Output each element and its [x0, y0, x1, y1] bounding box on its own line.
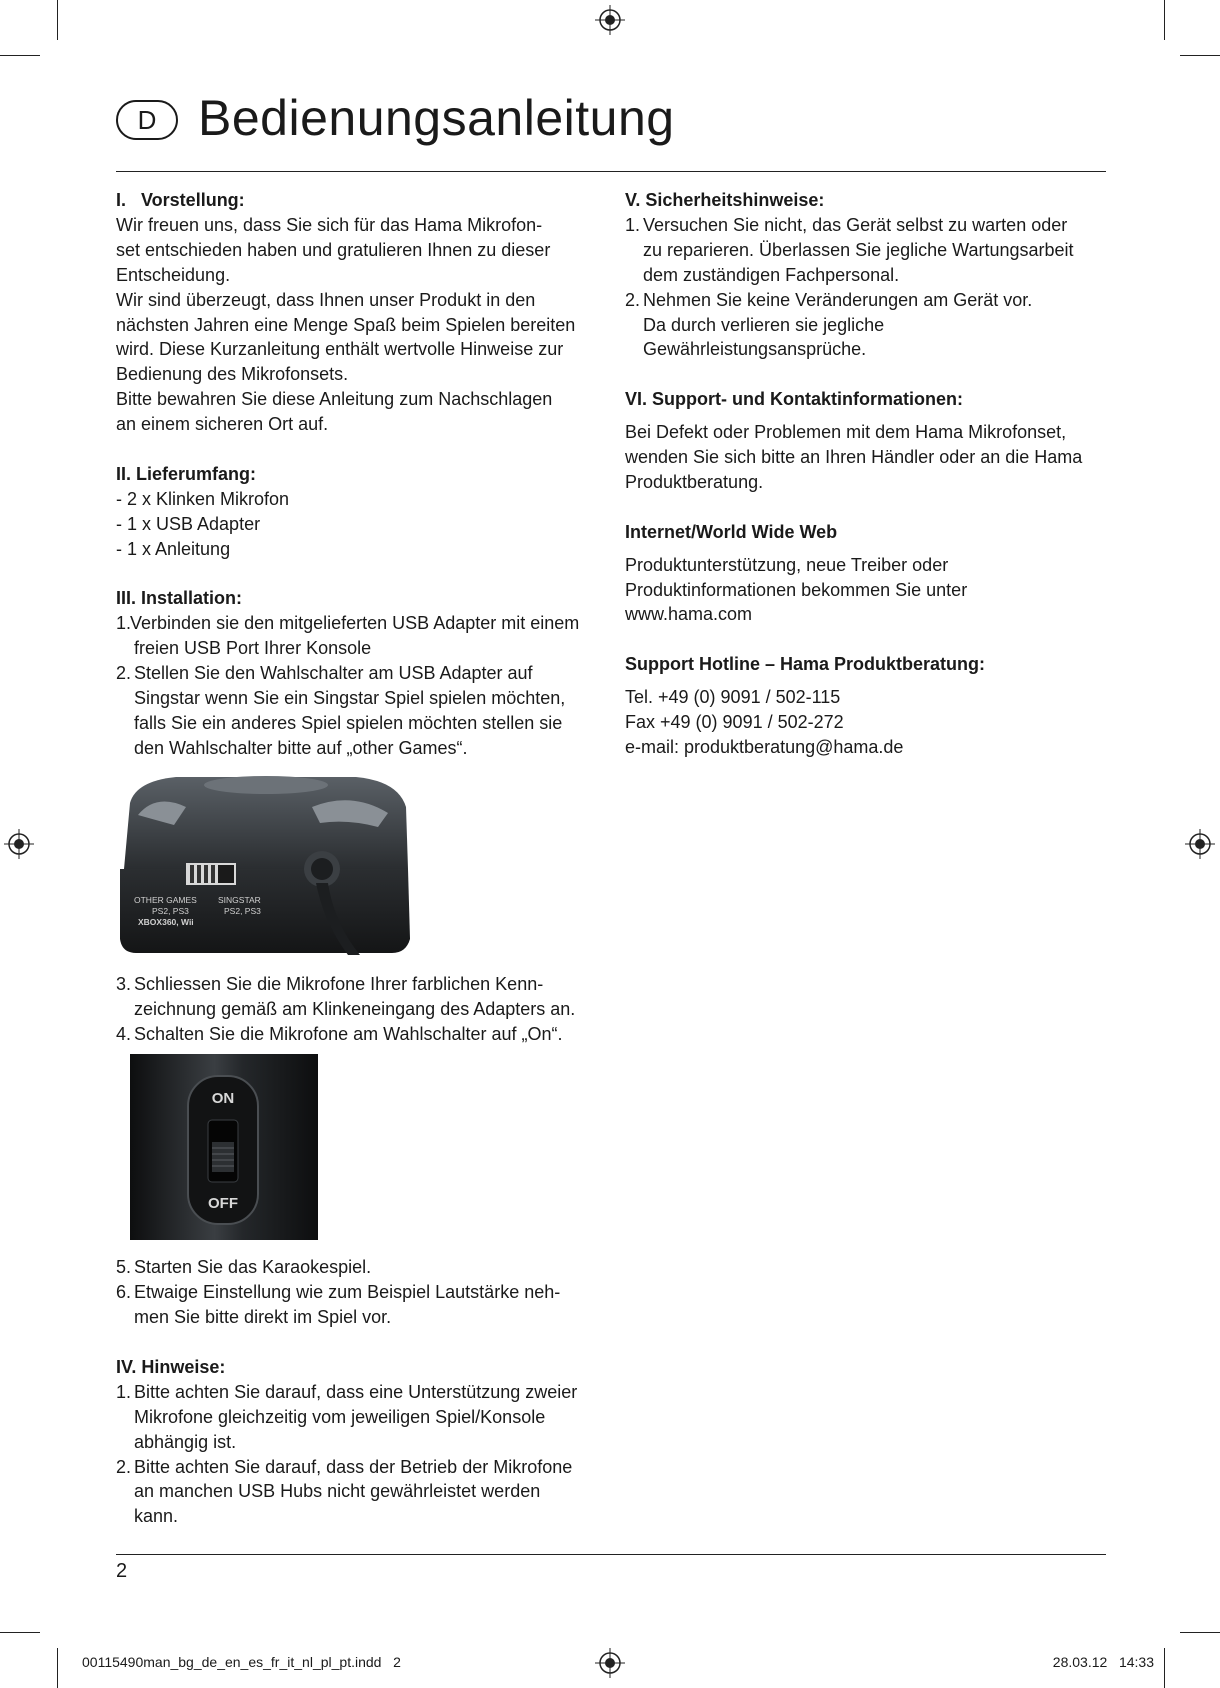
list-number: 2. [625, 289, 641, 310]
section-title-lieferumfang: II. Lieferumfang: [116, 463, 257, 484]
email-link[interactable]: e-mail: produktberatung@hama.de [625, 736, 904, 757]
paragraph-line: wird. Diese Kurzanleitung enthält wertvolle Hinweise zur [116, 339, 564, 360]
right-column [625, 188, 1110, 760]
print-slug-date: 28.03.12 14:33 [1052, 1654, 1154, 1670]
section-title-hotline: Support Hotline – Hama Produktberatung: [625, 654, 986, 675]
paragraph-line: Entscheidung. [116, 264, 231, 285]
paragraph-line: Bedienung des Mikrofonsets. [116, 364, 349, 385]
section-title-sicherheitshinweise: V. Sicherheitshinweise: [625, 190, 825, 210]
list-line: dem zuständigen Fachpersonal. [643, 264, 900, 285]
list-line: zeichnung gemäß am Klinkeneingang des Adapters an. [134, 998, 576, 1019]
paragraph-line: Wir freuen uns, dass Sie sich für das Hama Mikrofon- [116, 214, 543, 235]
mic-label-on: ON [211, 1090, 235, 1108]
adapter-label-other-sub1: PS2, PS3 [152, 905, 189, 916]
list-line: Gewährleistungsansprüche. [643, 339, 867, 360]
paragraph-line: an einem sicheren Ort auf. [116, 414, 329, 435]
registration-mark-icon [595, 1648, 625, 1678]
list-line: Verbinden sie den mitgelieferten USB Adapter mit einem [130, 613, 580, 634]
mic-label-off: OFF [208, 1195, 238, 1213]
adapter-label-singstar-sub: PS2, PS3 [224, 905, 261, 916]
crop-mark [1180, 1632, 1220, 1633]
list-item [116, 1255, 601, 1280]
list-number: 6. [116, 1282, 132, 1303]
paragraph-line: Produktunterstützung, neue Treiber oder [625, 554, 949, 575]
list-line: abhängig ist. [134, 1431, 237, 1452]
crop-mark [57, 1648, 58, 1688]
list-item [116, 1280, 601, 1330]
list-item [116, 1455, 601, 1530]
crop-mark [1164, 1648, 1165, 1688]
paragraph-line: Bitte bewahren Sie diese Anleitung zum Nachschlagen [116, 389, 553, 410]
list-number: 1. [116, 613, 132, 634]
header-rule [116, 171, 1106, 172]
list-line: Stellen Sie den Wahlschalter am USB Adapter auf [134, 663, 533, 684]
footer-rule [116, 1554, 1106, 1555]
list-line: Bitte achten Sie darauf, dass eine Unterstützung zweier [134, 1381, 578, 1402]
list-line: kann. [134, 1506, 179, 1527]
paragraph-line: Wir sind überzeugt, dass Ihnen unser Produkt in den [116, 289, 536, 310]
fax-number: Fax +49 (0) 9091 / 502-272 [625, 712, 844, 733]
page-header [116, 86, 1106, 176]
section-title-internet: Internet/World Wide Web [625, 521, 838, 542]
list-number: 1. [116, 1381, 132, 1402]
paragraph-line: Produktberatung. [625, 471, 764, 492]
list-item [116, 1380, 601, 1455]
paragraph-line: Bei Defekt oder Problemen mit dem Hama Mikrofonset, [625, 422, 1067, 443]
page-title: Bedienungsanleitung [198, 90, 675, 146]
list-line: Schliessen Sie die Mikrofone Ihrer farblichen Kenn- [134, 973, 544, 994]
list-number: 4. [116, 1023, 132, 1044]
print-slug-filename: 00115490man_bg_de_en_es_fr_it_nl_pl_pt.indd 2 [82, 1654, 401, 1670]
crop-mark [1180, 55, 1220, 56]
registration-mark-icon [595, 5, 625, 35]
list-number: 1. [625, 214, 641, 235]
usb-adapter-photo [116, 773, 412, 955]
registration-mark-icon [1185, 829, 1215, 859]
list-line: Mikrofone gleichzeitig vom jeweiligen Spiel/Konsole [134, 1406, 546, 1427]
paragraph-line: Produktinformationen bekommen Sie unter [625, 579, 968, 600]
list-item: - 1 x USB Adapter [116, 513, 261, 534]
list-line: men Sie bitte direkt im Spiel vor. [134, 1307, 392, 1328]
list-line: Etwaige Einstellung wie zum Beispiel Lautstärke neh- [134, 1282, 561, 1303]
list-item: - 2 x Klinken Mikrofon [116, 488, 290, 509]
list-line: an manchen USB Hubs nicht gewährleistet werden [134, 1481, 541, 1502]
microphone-switch-photo [130, 1054, 318, 1240]
list-line: freien USB Port Ihrer Konsole [134, 638, 372, 659]
list-item [625, 213, 1110, 288]
crop-mark [0, 55, 40, 56]
list-number: 2. [116, 663, 132, 684]
list-line: Starten Sie das Karaokespiel. [134, 1257, 372, 1278]
crop-mark [1164, 0, 1165, 40]
page-number: 2 [116, 1560, 128, 1582]
list-line: Da durch verlieren sie jegliche [643, 314, 885, 335]
left-column [116, 188, 601, 1529]
list-item [625, 288, 1110, 363]
list-line: Schalten Sie die Mikrofone am Wahlschalter auf „On“. [134, 1023, 563, 1044]
section-title-vorstellung: I. Vorstellung: [116, 190, 245, 210]
list-line: Versuchen Sie nicht, das Gerät selbst zu warten oder [643, 214, 1068, 235]
list-line: Bitte achten Sie darauf, dass der Betrieb der Mikrofone [134, 1456, 573, 1477]
list-number: 5. [116, 1257, 132, 1278]
paragraph-line: wenden Sie sich bitte an Ihren Händler oder an die Hama [625, 447, 1083, 468]
list-item: - 1 x Anleitung [116, 538, 231, 559]
adapter-label-singstar: SINGSTAR [218, 894, 261, 905]
list-number: 3. [116, 973, 132, 994]
list-item [116, 972, 601, 1022]
list-item [116, 611, 601, 661]
list-line: Singstar wenn Sie ein Singstar Spiel spielen möchten, [134, 688, 566, 709]
phone-number: Tel. +49 (0) 9091 / 502-115 [625, 687, 841, 708]
section-title-hinweise: IV. Hinweise: [116, 1356, 226, 1377]
list-line: zu reparieren. Überlassen Sie jegliche Wartungsarbeit [643, 239, 1074, 260]
section-title-installation: III. Installation: [116, 588, 243, 609]
crop-mark [0, 1632, 40, 1633]
registration-mark-icon [4, 829, 34, 859]
adapter-label-other-sub2: XBOX360, Wii [138, 916, 194, 927]
crop-mark [57, 0, 58, 40]
list-line: den Wahlschalter bitte auf „other Games“. [134, 737, 468, 758]
list-line: Nehmen Sie keine Veränderungen am Gerät vor. [643, 289, 1033, 310]
website-link[interactable]: www.hama.com [625, 604, 753, 625]
paragraph-line: nächsten Jahren eine Menge Spaß beim Spielen bereiten [116, 314, 576, 335]
list-number: 2. [116, 1456, 132, 1477]
adapter-label-other: OTHER GAMES [134, 894, 197, 905]
section-title-support: VI. Support- und Kontaktinformationen: [625, 389, 963, 410]
list-item [116, 661, 601, 761]
paragraph-line: set entschieden haben und gratulieren Ihnen zu dieser [116, 239, 551, 260]
list-item [116, 1022, 601, 1047]
list-line: falls Sie ein anderes Spiel spielen möchten stellen sie [134, 713, 563, 733]
language-badge: D [116, 100, 178, 140]
